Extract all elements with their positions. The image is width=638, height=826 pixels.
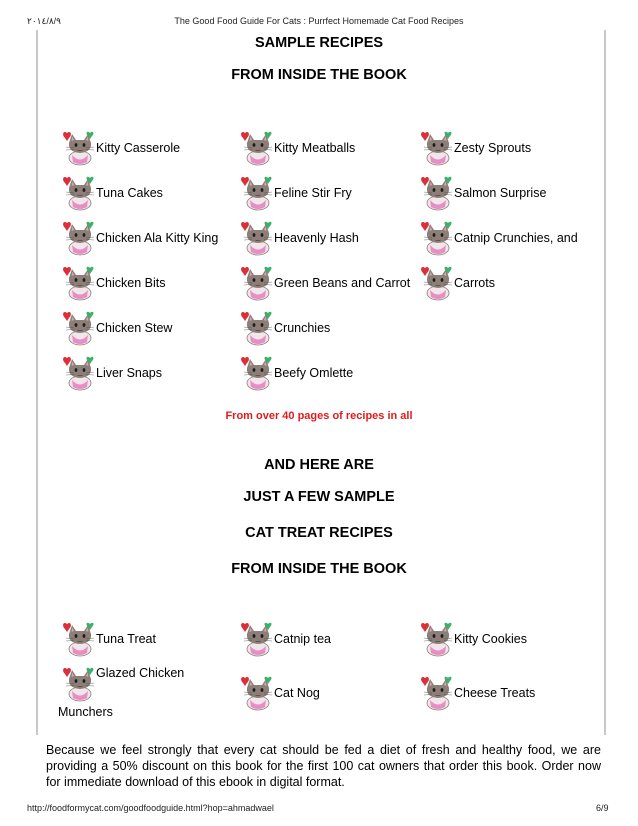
treat-label-continuation: Munchers <box>58 705 113 719</box>
recipe-label: Liver Snaps <box>96 366 163 380</box>
cat-with-hearts-icon <box>238 672 278 712</box>
cat-with-hearts-icon <box>238 262 278 302</box>
few-sample-heading: JUST A FEW SAMPLE <box>243 489 395 505</box>
cat-with-hearts-icon <box>60 307 100 347</box>
cat-with-hearts-icon <box>238 307 278 347</box>
cat-with-hearts-icon <box>238 127 278 167</box>
left-page-border <box>36 30 38 735</box>
page-number: 6/9 <box>596 803 609 813</box>
cat-with-hearts-icon <box>418 672 458 712</box>
treat-label: Glazed Chicken <box>96 666 185 680</box>
cat-with-hearts-icon <box>418 262 458 302</box>
cat-with-hearts-icon <box>60 172 100 212</box>
discount-paragraph: Because we feel strongly that every cat should be fed a diet of fresh and healthy food, we are providing a 50% discount on this book for the first 100 cat owners that order this book. Order now for immediate download of this ebook in digital format. <box>46 743 601 789</box>
recipe-label: Heavenly Hash <box>274 231 359 245</box>
treat-label: Cheese Treats <box>454 686 536 700</box>
cat-with-hearts-icon <box>418 618 458 658</box>
treat-label: Tuna Treat <box>96 632 156 646</box>
recipe-label: Tuna Cakes <box>96 186 163 200</box>
cat-with-hearts-icon <box>418 217 458 257</box>
cat-with-hearts-icon <box>60 217 100 257</box>
recipe-label: Crunchies <box>274 321 331 335</box>
recipe-label: Chicken Stew <box>96 321 173 335</box>
from-inside-heading: FROM INSIDE THE BOOK <box>231 67 407 83</box>
cat-with-hearts-icon <box>238 352 278 392</box>
recipe-label: Carrots <box>454 276 495 290</box>
recipe-count-note: From over 40 pages of recipes in all <box>225 410 413 422</box>
page-url: http://foodformycat.com/goodfoodguide.html?hop=ahmadwael <box>27 803 274 813</box>
recipe-label: Salmon Surprise <box>454 186 547 200</box>
cat-with-hearts-icon <box>60 262 100 302</box>
cat-with-hearts-icon <box>60 352 100 392</box>
cat-with-hearts-icon <box>238 172 278 212</box>
cat-with-hearts-icon <box>418 172 458 212</box>
recipe-label: Chicken Ala Kitty King <box>96 231 219 245</box>
cat-treat-recipes-heading: CAT TREAT RECIPES <box>245 525 393 541</box>
document-title: The Good Food Guide For Cats : Purrfect Homemade Cat Food Recipes <box>174 16 464 26</box>
cat-with-hearts-icon <box>60 127 100 167</box>
cat-with-hearts-icon <box>60 618 100 658</box>
from-inside-heading-2: FROM INSIDE THE BOOK <box>231 561 407 577</box>
cat-with-hearts-icon <box>60 663 100 703</box>
recipe-label: Green Beans and Carrot <box>274 276 411 290</box>
cat-with-hearts-icon <box>418 127 458 167</box>
recipe-label: Zesty Sprouts <box>454 141 532 155</box>
treat-label: Catnip tea <box>274 632 331 646</box>
recipe-label: Kitty Meatballs <box>274 141 356 155</box>
recipe-label: Catnip Crunchies, and <box>454 231 578 245</box>
print-date: ٢٠١٤/٨/٩ <box>27 16 62 26</box>
and-here-are-heading: AND HERE ARE <box>264 457 374 473</box>
cat-with-hearts-icon <box>238 618 278 658</box>
treat-label: Kitty Cookies <box>454 632 527 646</box>
sample-recipes-heading: SAMPLE RECIPES <box>254 35 384 51</box>
recipe-label: Beefy Omlette <box>274 366 354 380</box>
recipe-label: Kitty Casserole <box>96 141 181 155</box>
right-page-border <box>604 30 606 735</box>
cat-with-hearts-icon <box>238 217 278 257</box>
treat-label: Cat Nog <box>274 686 320 700</box>
recipe-label: Feline Stir Fry <box>274 186 352 200</box>
recipe-label: Chicken Bits <box>96 276 166 290</box>
